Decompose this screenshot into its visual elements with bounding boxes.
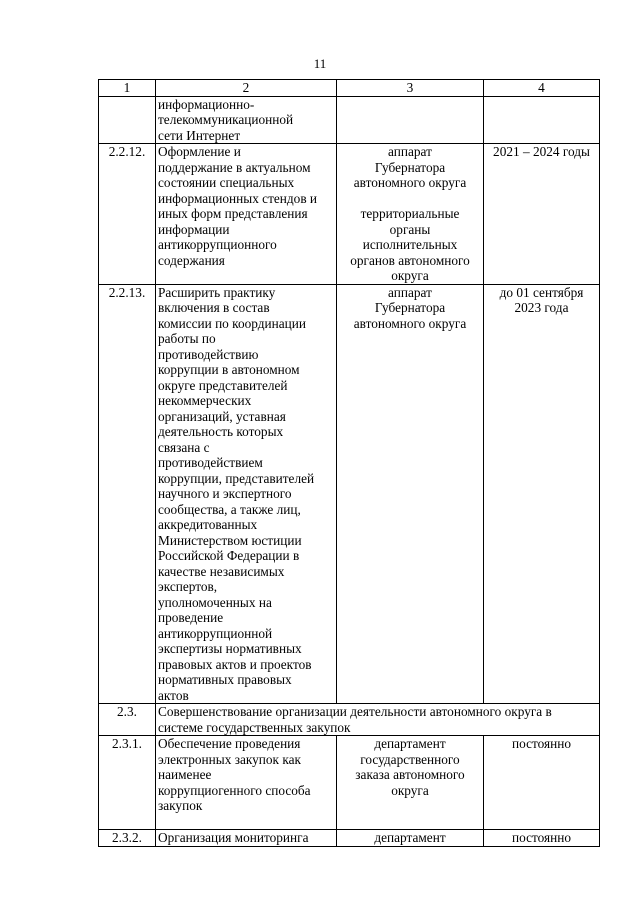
table-row — [99, 284, 600, 704]
term-cell — [484, 830, 600, 847]
header-col-1: 1 — [99, 80, 156, 97]
item-number: 2.3.2. — [99, 830, 156, 847]
executor-cell — [337, 144, 484, 285]
term-cell — [484, 736, 600, 830]
table-row — [99, 144, 600, 285]
item-number: 2.3.1. — [99, 736, 156, 830]
executor-primary: аппарат Губернатора автономного округа — [353, 144, 467, 190]
executor-primary: департамент — [374, 830, 446, 845]
measure-text — [156, 830, 337, 847]
executor-primary: аппарат Губернатора автономного округа — [353, 284, 467, 331]
term-text: 2021 – 2024 годы — [493, 144, 590, 159]
header-col-3: 3 — [337, 80, 484, 97]
header-col-2: 2 — [156, 80, 337, 97]
header-col-4: 4 — [484, 80, 600, 97]
term-cell — [484, 284, 600, 704]
executor-cell — [337, 284, 484, 704]
table-header-row — [99, 80, 600, 97]
measure-text-content: Расширить практику включения в состав комиссии по координации работы по противодействию коррупции в автономном округе представителей некоммерческих организаций, уставная деятельность которых связана с противодействием коррупции, представителей научного и экспертного сообщества, а также лиц, аккредитованных Министерством юстиции Российской Федерации в качестве независимых экспертов, уполномоченных на проведение антикоррупционной экспертизы нормативных правовых актов и проектов нормативных правовых актов — [158, 284, 315, 703]
table-row — [99, 96, 600, 144]
executor-cell — [337, 830, 484, 847]
measure-text-content: Организация мониторинга — [158, 830, 309, 845]
measure-text-content: Оформление и поддержание в актуальном состоянии специальных информационных стендов и иных форм представления информации антикоррупционного содержания — [158, 144, 318, 268]
term-text: до 01 сентября 2023 года — [499, 284, 584, 315]
term-cell — [484, 96, 600, 144]
item-number: 2.2.12. — [99, 144, 156, 285]
measures-table — [98, 79, 600, 847]
item-number: 2.2.13. — [99, 284, 156, 704]
table-row — [99, 830, 600, 847]
section-title — [156, 704, 600, 736]
executor-primary: департамент государственного заказа автономного округа — [355, 736, 465, 798]
measure-text — [156, 96, 337, 144]
spacer — [339, 191, 481, 207]
section-number: 2.3. — [99, 704, 156, 736]
executor-cell — [337, 736, 484, 830]
term-text: постоянно — [511, 736, 572, 751]
term-text: постоянно — [511, 830, 572, 845]
measure-text — [156, 736, 337, 830]
page-number: 11 — [313, 56, 327, 71]
item-number — [99, 96, 156, 144]
executor-cell — [337, 96, 484, 144]
measure-text-content: Обеспечение проведения электронных закупок как наименее коррупциогенного способа закупок — [158, 736, 311, 813]
section-row — [99, 704, 600, 736]
executor-secondary: территориальные органы исполнительных органов автономного округа — [350, 206, 470, 283]
table-row — [99, 736, 600, 830]
term-cell — [484, 144, 600, 285]
measure-text — [156, 284, 337, 704]
measure-text — [156, 144, 337, 285]
measure-text-content: информационно- телекоммуникационной сети Интернет — [158, 96, 294, 143]
section-title-text: Совершенствование организации деятельности автономного округа в системе государственных закупок — [158, 704, 552, 735]
